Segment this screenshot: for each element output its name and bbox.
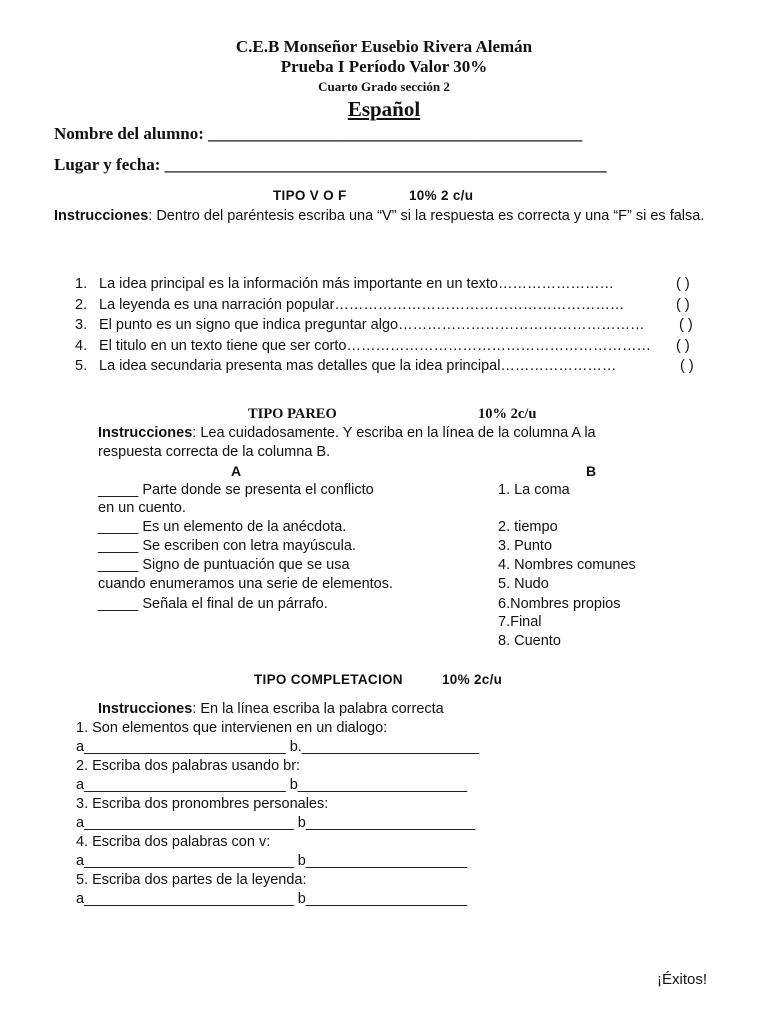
tf-item <box>75 276 614 292</box>
match-instructions-label: Instrucciones <box>98 425 193 441</box>
grade-section: Cuarto Grado sección 2 <box>318 79 450 94</box>
tf-answer-paren[interactable]: ( ) <box>676 297 690 313</box>
tf-item-text: El punto es un signo que indica preguntar algo…………………………………………… <box>99 317 645 333</box>
tf-instructions <box>54 207 714 226</box>
column-b-item: 4. Nombres comunes <box>498 557 636 573</box>
tf-item <box>75 338 651 354</box>
tf-item <box>75 297 624 313</box>
column-a-item[interactable]: _____ Parte donde se presenta el conflicto <box>98 482 374 498</box>
fill-instructions <box>98 701 444 717</box>
fill-answer-lines[interactable]: a__________________________ b_____________________ <box>76 815 476 831</box>
test-title: Prueba I Período Valor 30% <box>280 57 488 76</box>
match-instructions-text: : Lea cuidadosamente. Y escriba en la línea de la columna A la <box>192 425 596 441</box>
fill-question: 3. Escriba dos pronombres personales: <box>76 796 329 812</box>
fill-instructions-label: Instrucciones <box>98 701 193 717</box>
tf-item-text: El titulo en un texto tiene que ser corto……………………………………………………… <box>99 338 651 354</box>
fill-section-title: TIPO COMPLETACION <box>254 672 403 687</box>
fill-instructions-text: : En la línea escriba la palabra correcta <box>192 701 444 717</box>
tf-item-number: 5. <box>75 358 88 374</box>
match-instructions-line2: respuesta correcta de la columna B. <box>98 444 331 460</box>
fill-question: 2. Escriba dos palabras usando br: <box>76 758 301 774</box>
tf-answer-paren[interactable]: ( ) <box>680 358 694 374</box>
fill-question: 4. Escriba dos palabras con v: <box>76 834 271 850</box>
student-name-field[interactable] <box>54 124 582 144</box>
place-date-line[interactable]: ____________________________________________________ <box>164 155 607 174</box>
tf-answer-paren[interactable]: ( ) <box>676 276 690 292</box>
column-a-item-cont: en un cuento. <box>98 500 186 516</box>
subject-title: Español <box>347 97 421 121</box>
column-b-item: 8. Cuento <box>498 633 561 649</box>
column-b-item: 6.Nombres propios <box>498 596 621 612</box>
student-name-label: Nombre del alumno: <box>54 124 209 143</box>
column-a-item[interactable]: _____ Signo de puntuación que se usa <box>98 557 350 573</box>
tf-answer-paren[interactable]: ( ) <box>679 317 693 333</box>
student-name-line[interactable]: ____________________________________________ <box>208 124 583 143</box>
tf-answer-paren[interactable]: ( ) <box>676 338 690 354</box>
tf-instructions-label: Instrucciones <box>54 208 149 224</box>
column-a-item[interactable]: _____ Es un elemento de la anécdota. <box>98 519 347 535</box>
tf-item-number: 4. <box>75 338 88 354</box>
match-instructions-line1 <box>98 425 596 441</box>
match-section-title: TIPO PAREO <box>248 406 337 422</box>
column-a-item[interactable]: _____ Señala el final de un párrafo. <box>98 596 328 612</box>
column-b-header: B <box>586 463 597 479</box>
column-a-header: A <box>231 463 242 479</box>
tf-item-text: La idea principal es la información más importante en un texto…………………… <box>99 276 614 292</box>
fill-question: 1. Son elementos que intervienen en un dialogo: <box>76 720 388 736</box>
tf-item-text: La idea secundaria presenta mas detalles que la idea principal…………………… <box>99 358 617 374</box>
fill-section-value: 10% 2c/u <box>442 672 503 687</box>
column-b-item: 7.Final <box>498 614 542 630</box>
column-a-item[interactable]: _____ Se escriben con letra mayúscula. <box>98 538 356 554</box>
tf-section-value: 10% 2 c/u <box>409 188 474 203</box>
place-date-label: Lugar y fecha: <box>54 155 165 174</box>
column-b-item: 2. tiempo <box>498 519 558 535</box>
tf-item <box>75 358 616 374</box>
match-section-value: 10% 2c/u <box>478 406 537 422</box>
school-name: C.E.B Monseñor Eusebio Rivera Alemán <box>235 37 533 56</box>
tf-item-number: 2. <box>75 297 88 313</box>
tf-item <box>75 317 645 333</box>
column-b-item: 3. Punto <box>498 538 553 554</box>
closing-message: ¡Éxitos! <box>657 971 708 988</box>
column-b-item: 5. Nudo <box>498 576 549 592</box>
fill-answer-lines[interactable]: a__________________________ b____________________ <box>76 853 468 869</box>
fill-answer-lines[interactable]: a_________________________ b.______________________ <box>76 739 480 755</box>
place-date-field[interactable] <box>54 155 607 175</box>
tf-item-number: 3. <box>75 317 88 333</box>
tf-instructions-text: : Dentro del paréntesis escriba una “V” si la respuesta es correcta y una “F” si es falsa. <box>148 208 705 224</box>
fill-question: 5. Escriba dos partes de la leyenda: <box>76 872 307 888</box>
column-a-item-cont: cuando enumeramos una serie de elementos. <box>98 576 394 592</box>
tf-item-text: La leyenda es una narración popular…………………………………………………… <box>99 297 625 313</box>
fill-answer-lines[interactable]: a__________________________ b____________________ <box>76 891 468 907</box>
tf-section-title: TIPO V O F <box>273 188 347 203</box>
fill-answer-lines[interactable]: a_________________________ b_____________________ <box>76 777 468 793</box>
column-b-item: 1. La coma <box>498 482 570 498</box>
tf-item-number: 1. <box>75 276 88 292</box>
